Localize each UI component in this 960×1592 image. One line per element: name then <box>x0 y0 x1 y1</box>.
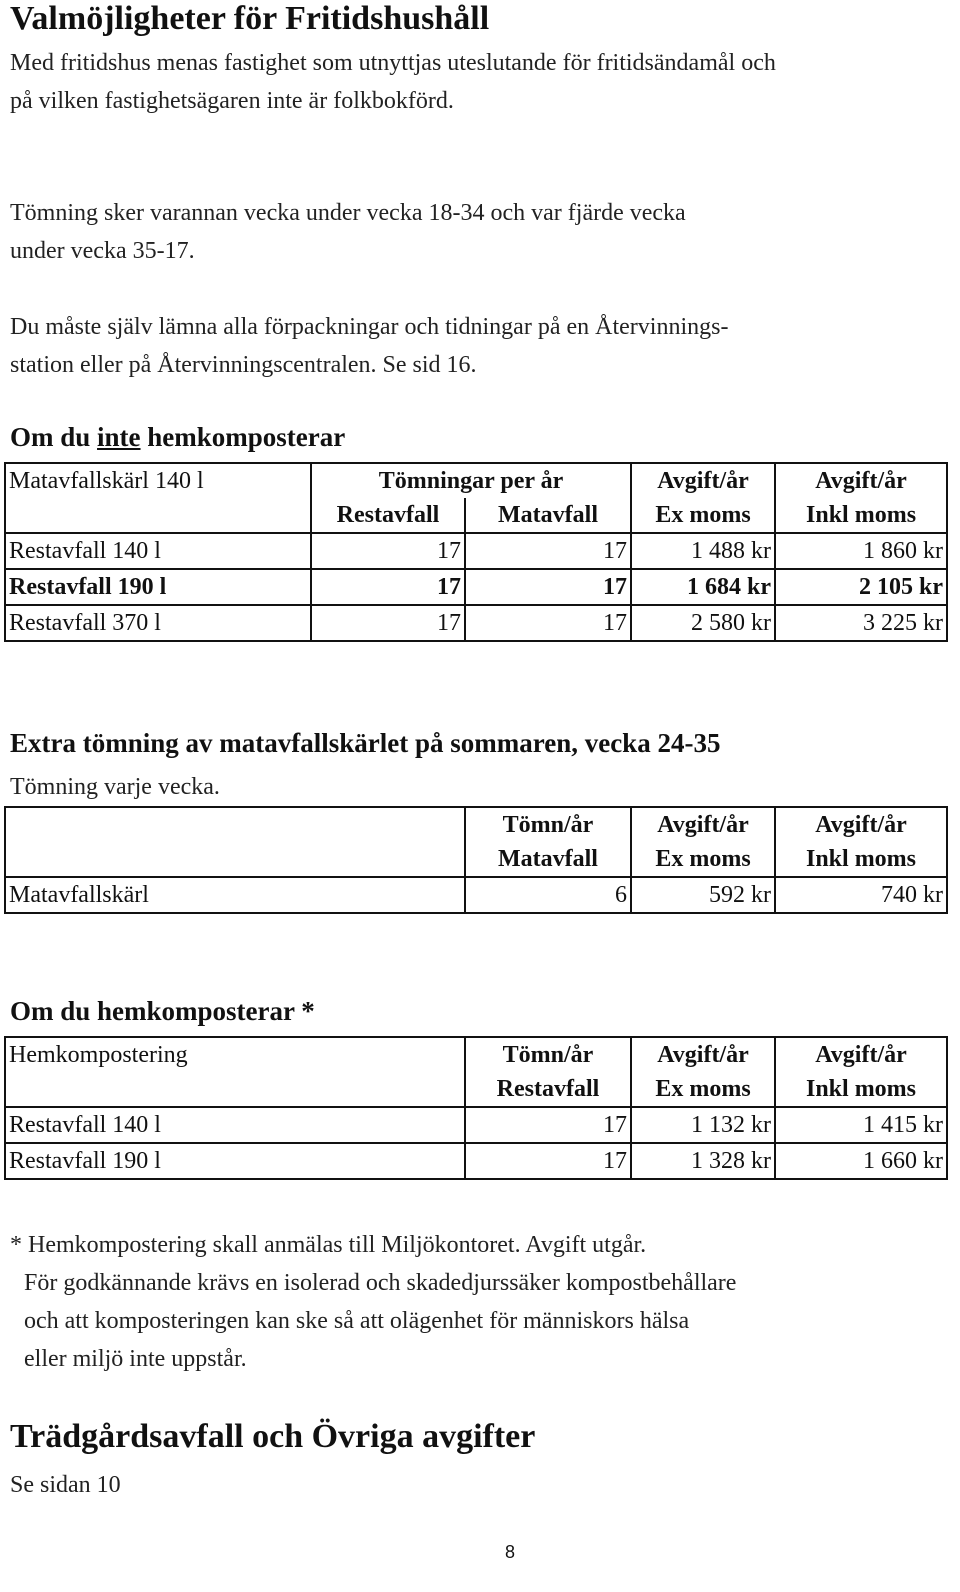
header-inkl-moms: Inkl moms <box>775 1072 947 1107</box>
header-restavfall: Restavfall <box>465 1072 631 1107</box>
header-fee-ex: Avgift/år <box>631 807 775 842</box>
header-fee-ex: Avgift/år <box>631 1037 775 1072</box>
intro-line-1: Med fritidshus menas fastighet som utnyttjas uteslutande för fritidsändamål och <box>10 50 776 76</box>
header-blank-cell <box>5 498 311 533</box>
table-row: Matavfallskärl 6 592 kr 740 kr <box>5 877 947 913</box>
packaging-line-2: station eller på Återvinningscentralen. Se sid 16. <box>10 352 477 378</box>
header-inkl-moms: Inkl moms <box>775 842 947 877</box>
header-blank-cell <box>5 807 465 842</box>
header-ex-moms: Ex moms <box>631 1072 775 1107</box>
page-title: Valmöjligheter för Fritidshushåll <box>10 0 490 37</box>
header-fee-inkl: Avgift/år <box>775 807 947 842</box>
table-header-label: Hemkompostering <box>5 1037 465 1072</box>
footnote-line-2: För godkännande krävs en isolerad och skadedjurssäker kompostbehållare <box>24 1270 737 1296</box>
header-inkl-moms: Inkl moms <box>775 498 947 533</box>
table-row: Restavfall 190 l 17 17 1 684 kr 2 105 kr <box>5 569 947 605</box>
footnote-line-1: * Hemkompostering skall anmälas till Miljökontoret. Avgift utgår. <box>10 1232 647 1258</box>
footnote-line-3: och att komposteringen kan ske så att olägenhet för människors hälsa <box>24 1308 690 1334</box>
header-tomn: Tömn/år <box>465 807 631 842</box>
section-heading-garden-waste: Trädgårdsavfall och Övriga avgifter <box>10 1418 536 1455</box>
header-blank-cell <box>5 842 465 877</box>
section-heading-no-composting: Om du inte hemkomposterar <box>10 422 346 452</box>
header-restavfall: Restavfall <box>311 498 465 533</box>
header-fee-inkl: Avgift/år <box>775 1037 947 1072</box>
table-row: Restavfall 140 l 17 1 132 kr 1 415 kr <box>5 1107 947 1143</box>
header-blank-cell <box>5 1072 465 1107</box>
footnote-line-4: eller miljö inte uppstår. <box>24 1346 247 1372</box>
header-fee-inkl: Avgift/år <box>775 463 947 498</box>
header-ex-moms: Ex moms <box>631 842 775 877</box>
packaging-line-1: Du måste själv lämna alla förpackningar och tidningar på en Återvinnings- <box>10 314 729 340</box>
header-matavfall: Matavfall <box>465 498 631 533</box>
fee-table-extra-emptying <box>4 806 948 914</box>
table-row: Restavfall 190 l 17 1 328 kr 1 660 kr <box>5 1143 947 1179</box>
garden-waste-subtext: Se sidan 10 <box>10 1472 121 1498</box>
section-heading-home-composting: Om du hemkomposterar * <box>10 996 315 1026</box>
table-header-label: Matavfallskärl 140 l <box>5 463 311 498</box>
table-row: Restavfall 370 l 17 17 2 580 kr 3 225 kr <box>5 605 947 641</box>
header-emptyings-per-year: Tömningar per år <box>311 463 631 498</box>
fee-table-no-composting <box>4 462 948 642</box>
page-number: 8 <box>504 1542 515 1562</box>
header-matavfall: Matavfall <box>465 842 631 877</box>
extra-emptying-subtext: Tömning varje vecka. <box>10 774 220 800</box>
intro-line-2: på vilken fastighetsägaren inte är folkbokförd. <box>10 88 454 114</box>
underlined-word: inte <box>97 422 141 452</box>
emptying-line-2: under vecka 35-17. <box>10 238 195 264</box>
section-heading-extra-emptying: Extra tömning av matavfallskärlet på sommaren, vecka 24-35 <box>10 728 721 758</box>
emptying-line-1: Tömning sker varannan vecka under vecka 18-34 och var fjärde vecka <box>10 200 686 226</box>
header-ex-moms: Ex moms <box>631 498 775 533</box>
fee-table-home-composting <box>4 1036 948 1180</box>
table-row: Restavfall 140 l 17 17 1 488 kr 1 860 kr <box>5 533 947 569</box>
header-tomn: Tömn/år <box>465 1037 631 1072</box>
header-fee-ex: Avgift/år <box>631 463 775 498</box>
